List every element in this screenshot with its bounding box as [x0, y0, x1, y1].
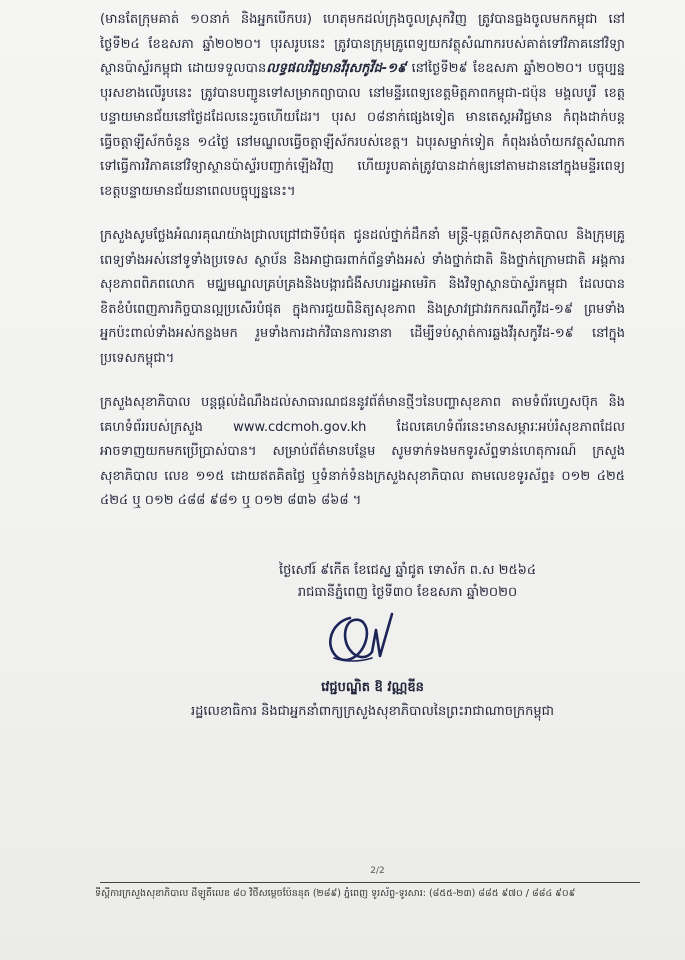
paragraph-1	[100, 8, 625, 204]
footer-divider	[100, 882, 640, 883]
paragraph-2-text: ក្រសួងសូមថ្លែងអំណរគុណយ៉ាងជ្រាលជ្រៅជាទីបំផុត ជូនដល់ថ្នាក់ដឹកនាំ មន្ត្រី-បុគ្គលិកសុខាភិបាល និងក្រុមគ្រូពេទ្យទាំងអស់នៅទូទាំងប្រទេស ស្ថាប័ន និងអាជ្ញាធរពាក់ព័ន្ធទាំងអស់ ទាំងថ្នាក់ជាតិ និងថ្នាក់ក្រោមជាតិ អង្គការសុខភាពពិភពលោក មជ្ឈមណ្ឌលគ្រប់គ្រងនិងបង្ការជំងឺសហរដ្ឋអាមេរិក និងវិទ្យាស្ថានប៉ាស្ទ័រកម្ពុជា ដែលបានខិតខំបំពេញភារកិច្ចបានល្អប្រសើរបំផុត ក្នុងការជួយពិនិត្យសុខភាព និងស្រាវជ្រាវរកករណីកូវីដ-១៩ ព្រមទាំងអ្នកប៉ះពាល់ទាំងអស់កន្លងមក រួមទាំងការដាក់វិធានការនានា ដើម្បីទប់ស្កាត់ការឆ្លងវីរុសកូវីដ-១៩ នៅក្នុងប្រទេសកម្ពុជា។	[100, 228, 625, 366]
date-block	[0, 560, 685, 604]
paragraph-3-text: ក្រសួងសុខាភិបាល បន្តផ្ដល់ដំណឹងដល់សាធារណជននូវព័ត៌មានថ្មីៗនៃបញ្ហាសុខភាព តាមទំព័រហ្វេសប៊ុក និងគេហទំព័ររបស់ក្រសួង www.cdcmoh.gov.kh ដែលគេហទំព័រនេះមានសម្ភារៈអប់រំសុខភាពដែលអាចទាញយកមកប្រើប្រាស់បាន។ សម្រាប់ព័ត៌មានបន្ថែម សូមទាក់ទងមកទូរស័ព្ទទាន់ហេតុការណ៍ ក្រសួងសុខាភិបាល លេខ ១១៥ ដោយឥតគិតថ្លៃ ឬទំនាក់ទំនងក្រសួងសុខាភិបាល តាមលេខទូរស័ព្ទ៖ ០១២ ៤២៥ ៤២៤ ឬ ០១២ ៤៨៨ ៩៨១ ឬ ០១២ ៨៣៦ ៨៦៨ ។	[100, 395, 625, 508]
page-number: 2/2	[370, 866, 385, 876]
paragraph-3	[100, 391, 625, 514]
paragraph-1-text-a: (មានតែក្រុមគាត់ ១០នាក់ និងអ្នកបើកបរ) ហេតុមកដល់ក្រុងចូលស្រុកវិញ ត្រូវបានធ្លងចូលមកកម្ពុជា នៅថ្ងៃទី២៤ ខែឧសភា ឆ្នាំ២០២០។ បុរសរូបនេះ ត្រូវបានក្រុមគ្រូពេទ្យយកវត្ថុសំណាករបស់គាត់ទៅវិភាគនៅវិទ្យាស្ថានប៉ាស្ទ័រកម្ពុជា ដោយទទួលបាន	[100, 12, 625, 76]
signatory-title: រដ្ឋលេខាធិការ និងជាអ្នកនាំពាក្យក្រសួងសុខាភិបាលនៃព្រះរាជាណាចក្រកម្ពុជា	[190, 704, 555, 719]
handwritten-signature	[320, 600, 410, 672]
paragraph-2	[100, 224, 625, 371]
footer-address: ទីស្ដីការក្រសួងសុខាភិបាល ដីឡូតិ៍លេខ ៨០ វិថីសម្ដេចប៉ែននុត (២៨៩) ភ្នំពេញ ទូរស័ព្ទ-ទូរសារ: (៨៥៥-២៣) ៨៨៥ ៩៧០ / ៨៨៤ ៩០៩	[95, 888, 576, 899]
place-date-line: រាជធានីភ្នំពេញ ថ្ងៃទី៣០ ខែឧសភា ឆ្នាំ២០២០	[297, 585, 518, 600]
signatory-block	[0, 676, 685, 724]
lunar-date-line: ថ្ងៃសៅរ៍ ៩កើត ខែជេស្ឋ ឆ្នាំជូត ទោស័ក ព.ស ២៥៦៤	[278, 563, 537, 578]
test-result-emphasis: លទ្ធផលវិជ្ជមានវីរុសកូវីដ-១៩	[266, 61, 407, 76]
signatory-name: វេជ្ជបណ្ឌិត ឱ វណ្ណឌីន	[321, 680, 424, 695]
letter-body	[100, 8, 625, 514]
paragraph-1-text-b: នៅថ្ងៃទី២៩ ខែឧសភា ឆ្នាំ២០២០។ បច្ចុប្បន្ន បុរសខាងលើរូបនេះ ត្រូវបានបញ្ជូនទៅសម្រាកព្យាបាល នៅមន្ទីរពេទ្យខេត្តមិត្តភាពកម្ពុជា-ជប៉ុន មង្គលបូរី ខេត្តបន្ទាយមានជ័យនៅថ្ងៃដដែលនេះរួចហើយដែរ។ បុរស ០៨នាក់ផ្សេងទៀត មានតេស្តអវិជ្ជមាន កំពុងដាក់បន្តធ្វើចត្តាឡីស័កចំនួន ១៤ថ្ងៃ នៅមណ្ឌលធ្វើចត្តាឡីស័ករបស់ខេត្ត។ ឯបុរសម្នាក់ទៀត កំពុងរង់ចាំយកវត្ថុសំណាកទៅធ្វើការវិភាគនៅវិទ្យាស្ថានប៉ាស្ទ័របញ្ជាក់ឡើងវិញ ហើយរូបគាត់ត្រូវបានដាក់ឲ្យនៅតាមដាននៅក្នុងមន្ទីរពេទ្យខេត្តបន្ទាយមានជ័យនាពេលបច្ចុប្បន្ននេះ។	[100, 61, 625, 199]
